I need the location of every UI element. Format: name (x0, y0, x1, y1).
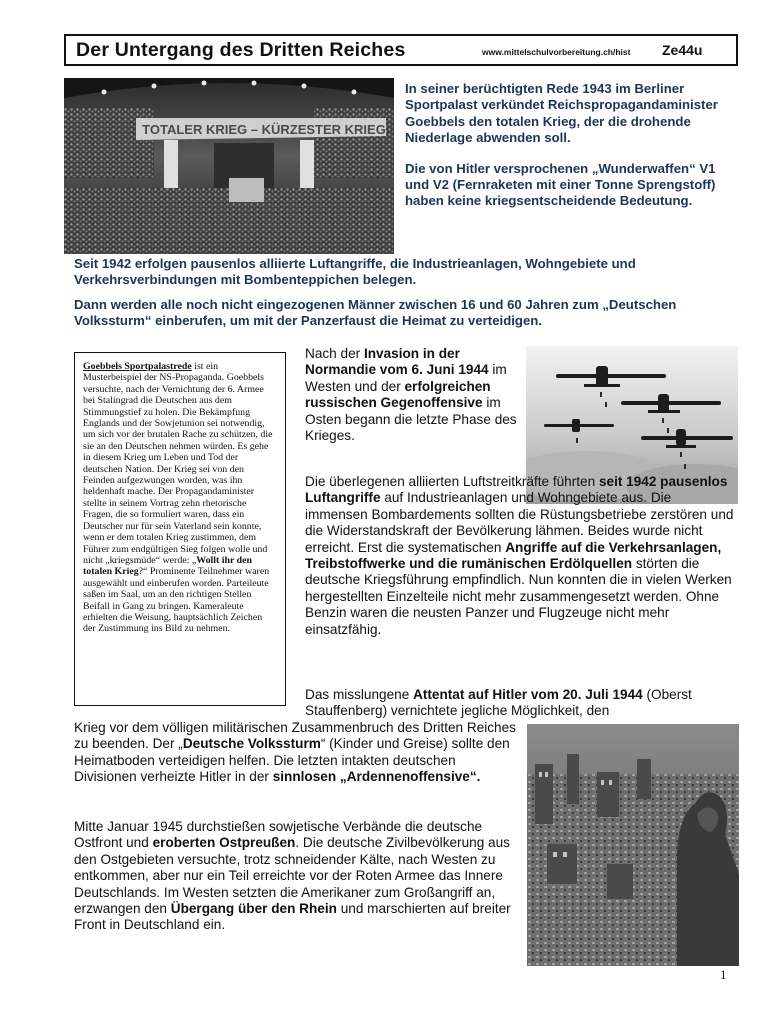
body-text: störten die deutsche Kriegsführung empfindlich. Nun konnten die in vielen Werken hergestellten Einzelteile nicht mehr zusammengesetzt werden. Ohne Benzin waren die neusten Panzer und Flugzeuge nicht mehr einsatzfähig. (305, 556, 732, 637)
body-text: und marschierten auf breiter Front in Deutschland ein. (74, 901, 511, 933)
sidebar-note (74, 352, 286, 706)
intro-top (405, 81, 735, 210)
source-url: www.mittelschulvorbereitung.ch/hist (482, 47, 631, 57)
body-emphasis: Deutsche Volkssturm (182, 736, 321, 752)
body-invasion (305, 346, 519, 444)
body-emphasis: erfolgreichen russischen Gegenoffensive (305, 378, 491, 411)
page-header (64, 34, 738, 66)
body-text: Das misslungene (305, 687, 414, 702)
note-text: ?“ Prominente Teilnehmer waren ausgewählt und einberufen worden. Parteileute saßen im Saal, um an den richtigen Stellen Beifall in Gang zu bringen. Kameraleute erhielten die Weisung, hauptsächlich Zeichen der Zustimmung ins Bild zu nehmen. (83, 566, 270, 635)
body-airwar (305, 474, 737, 638)
body-text: . Die deutsche Zivilbevölkerung aus den Ostgebieten versuchte, trotz schneidender Kälte, nach Westen zu entkommen, aber nur ein Teil erreichte vor der Roten Armee das Innere Deutschlands. Im Westen setzten die Amerikaner zum Großangriff an, erzwangen den (74, 835, 510, 917)
body-emphasis: Invasion in der Normandie vom 6. Juni 1944 (305, 346, 489, 378)
body-attentat (305, 687, 737, 720)
body-text: Krieg vor dem völligen militärischen Zusammenbruch des Dritten Reiches zu beenden. Der „ (74, 720, 516, 752)
page-number: 1 (720, 967, 727, 982)
intro-paragraph: Dann werden alle noch nicht eingezogenen Männer zwischen 16 und 60 Jahren zum „Deutschen Volkssturm“ einberufen, um mit der Panzerfaust die Heimat zu verteidigen. (74, 296, 677, 329)
body-text: Die überlegenen alliierten Luftstreitkräfte führten (305, 474, 599, 489)
body-text: Nach der (305, 346, 364, 361)
body-endgame (74, 819, 520, 934)
body-emphasis: sinnlosen „Ardennenoffensive“. (272, 769, 481, 785)
body-emphasis: Attentat auf Hitler vom 20. Juli 1944 (413, 687, 643, 702)
body-emphasis: seit 1942 pausenlos Luftangriffe (305, 474, 728, 506)
document-code: Ze44u (662, 42, 703, 58)
body-emphasis: Angriffe auf die Verkehrsanlagen, Treibstoffwerke und die rumänischen Erdölquellen (305, 539, 722, 572)
body-emphasis: eroberten Ostpreußen (152, 835, 296, 851)
body-text: im Osten begann die letzte Phase des Krieges. (305, 395, 517, 444)
note-quote: Wollt ihr den totalen Krieg (83, 554, 253, 578)
body-text: “ (Kinder und Greise) sollte den Heimatboden verteidigen helfen. Die letzten intakten deutschen Divisionen verheizte Hitler in der (74, 736, 510, 785)
body-text: Mitte Januar 1945 durchstießen sowjetische Verbände die deutsche Ostfront und (74, 819, 483, 851)
intro-paragraph: In seiner berüchtigten Rede 1943 im Berliner Sportpalast verkündet Reichspropagandaminister Goebbels den totalen Krieg, der die drohende Niederlage abwenden soll. (405, 81, 718, 146)
ruins-photo (527, 724, 739, 966)
body-volkssturm (74, 720, 520, 786)
note-heading: Goebbels Sportpalastrede (83, 361, 192, 372)
sportpalast-photo (64, 78, 394, 254)
body-text: auf Industrieanlagen und Wohngebiete aus. Die immensen Bombardements sollten die Rüstungsbetriebe zerstören und die Widerstandskraft der Bevölkerung lähmen. Beides wurde nicht erreicht. Erst die systematischen (305, 490, 734, 555)
intro-paragraph: Seit 1942 erfolgen pausenlos alliierte Luftangriffe, die Industrieanlagen, Wohngebiete und Verkehrsverbindungen mit Bombenteppichen belegen. (74, 256, 636, 288)
intro-bottom (74, 256, 734, 330)
body-emphasis: Übergang über den Rhein (170, 901, 337, 917)
banner-text: TOTALER KRIEG – KÜRZESTER KRIEG (142, 122, 386, 137)
intro-paragraph: Die von Hitler versprochenen „Wunderwaffen“ V1 und V2 (Fernraketen mit einer Tonne Sprengstoff) haben keine kriegsentscheidende Bedeutung. (405, 160, 716, 209)
body-text: im Westen und der (305, 362, 507, 394)
page-title: Der Untergang des Dritten Reiches (76, 39, 406, 61)
body-text: (Oberst Stauffenberg) vernichtete jegliche Möglichkeit, den (305, 687, 692, 719)
note-text: ist ein Musterbeispiel der NS-Propaganda. Goebbels versuchte, nach der Vernichtung der 6. Armee bei Stalingrad die Deutschen aus dem Stimmungstief zu holen. Die Bekämpfung Englands und der Sowjetunion sei notwendig, um sich vor der brutalen Rache zu schützen, die sie an den Deutschen nehmen würden. Es gehe in diesem Krieg um Leben und Tod der deutschen Nation. Der Krieg sei von den Feinden aufgezwungen worden, was ihn heldenhaft mache. Der Propagandaminister stellte in seinem Vortrag zehn rhetorische Fragen, die so formuliert waren, dass ein Deutscher nur für sein Vaterland sein konnte, wenn er dem totalen Krieg zustimmen, dem Führer zum endgültigen Sieg folgen wolle und nicht „kriegsmüde“ werde: „ (83, 361, 273, 566)
